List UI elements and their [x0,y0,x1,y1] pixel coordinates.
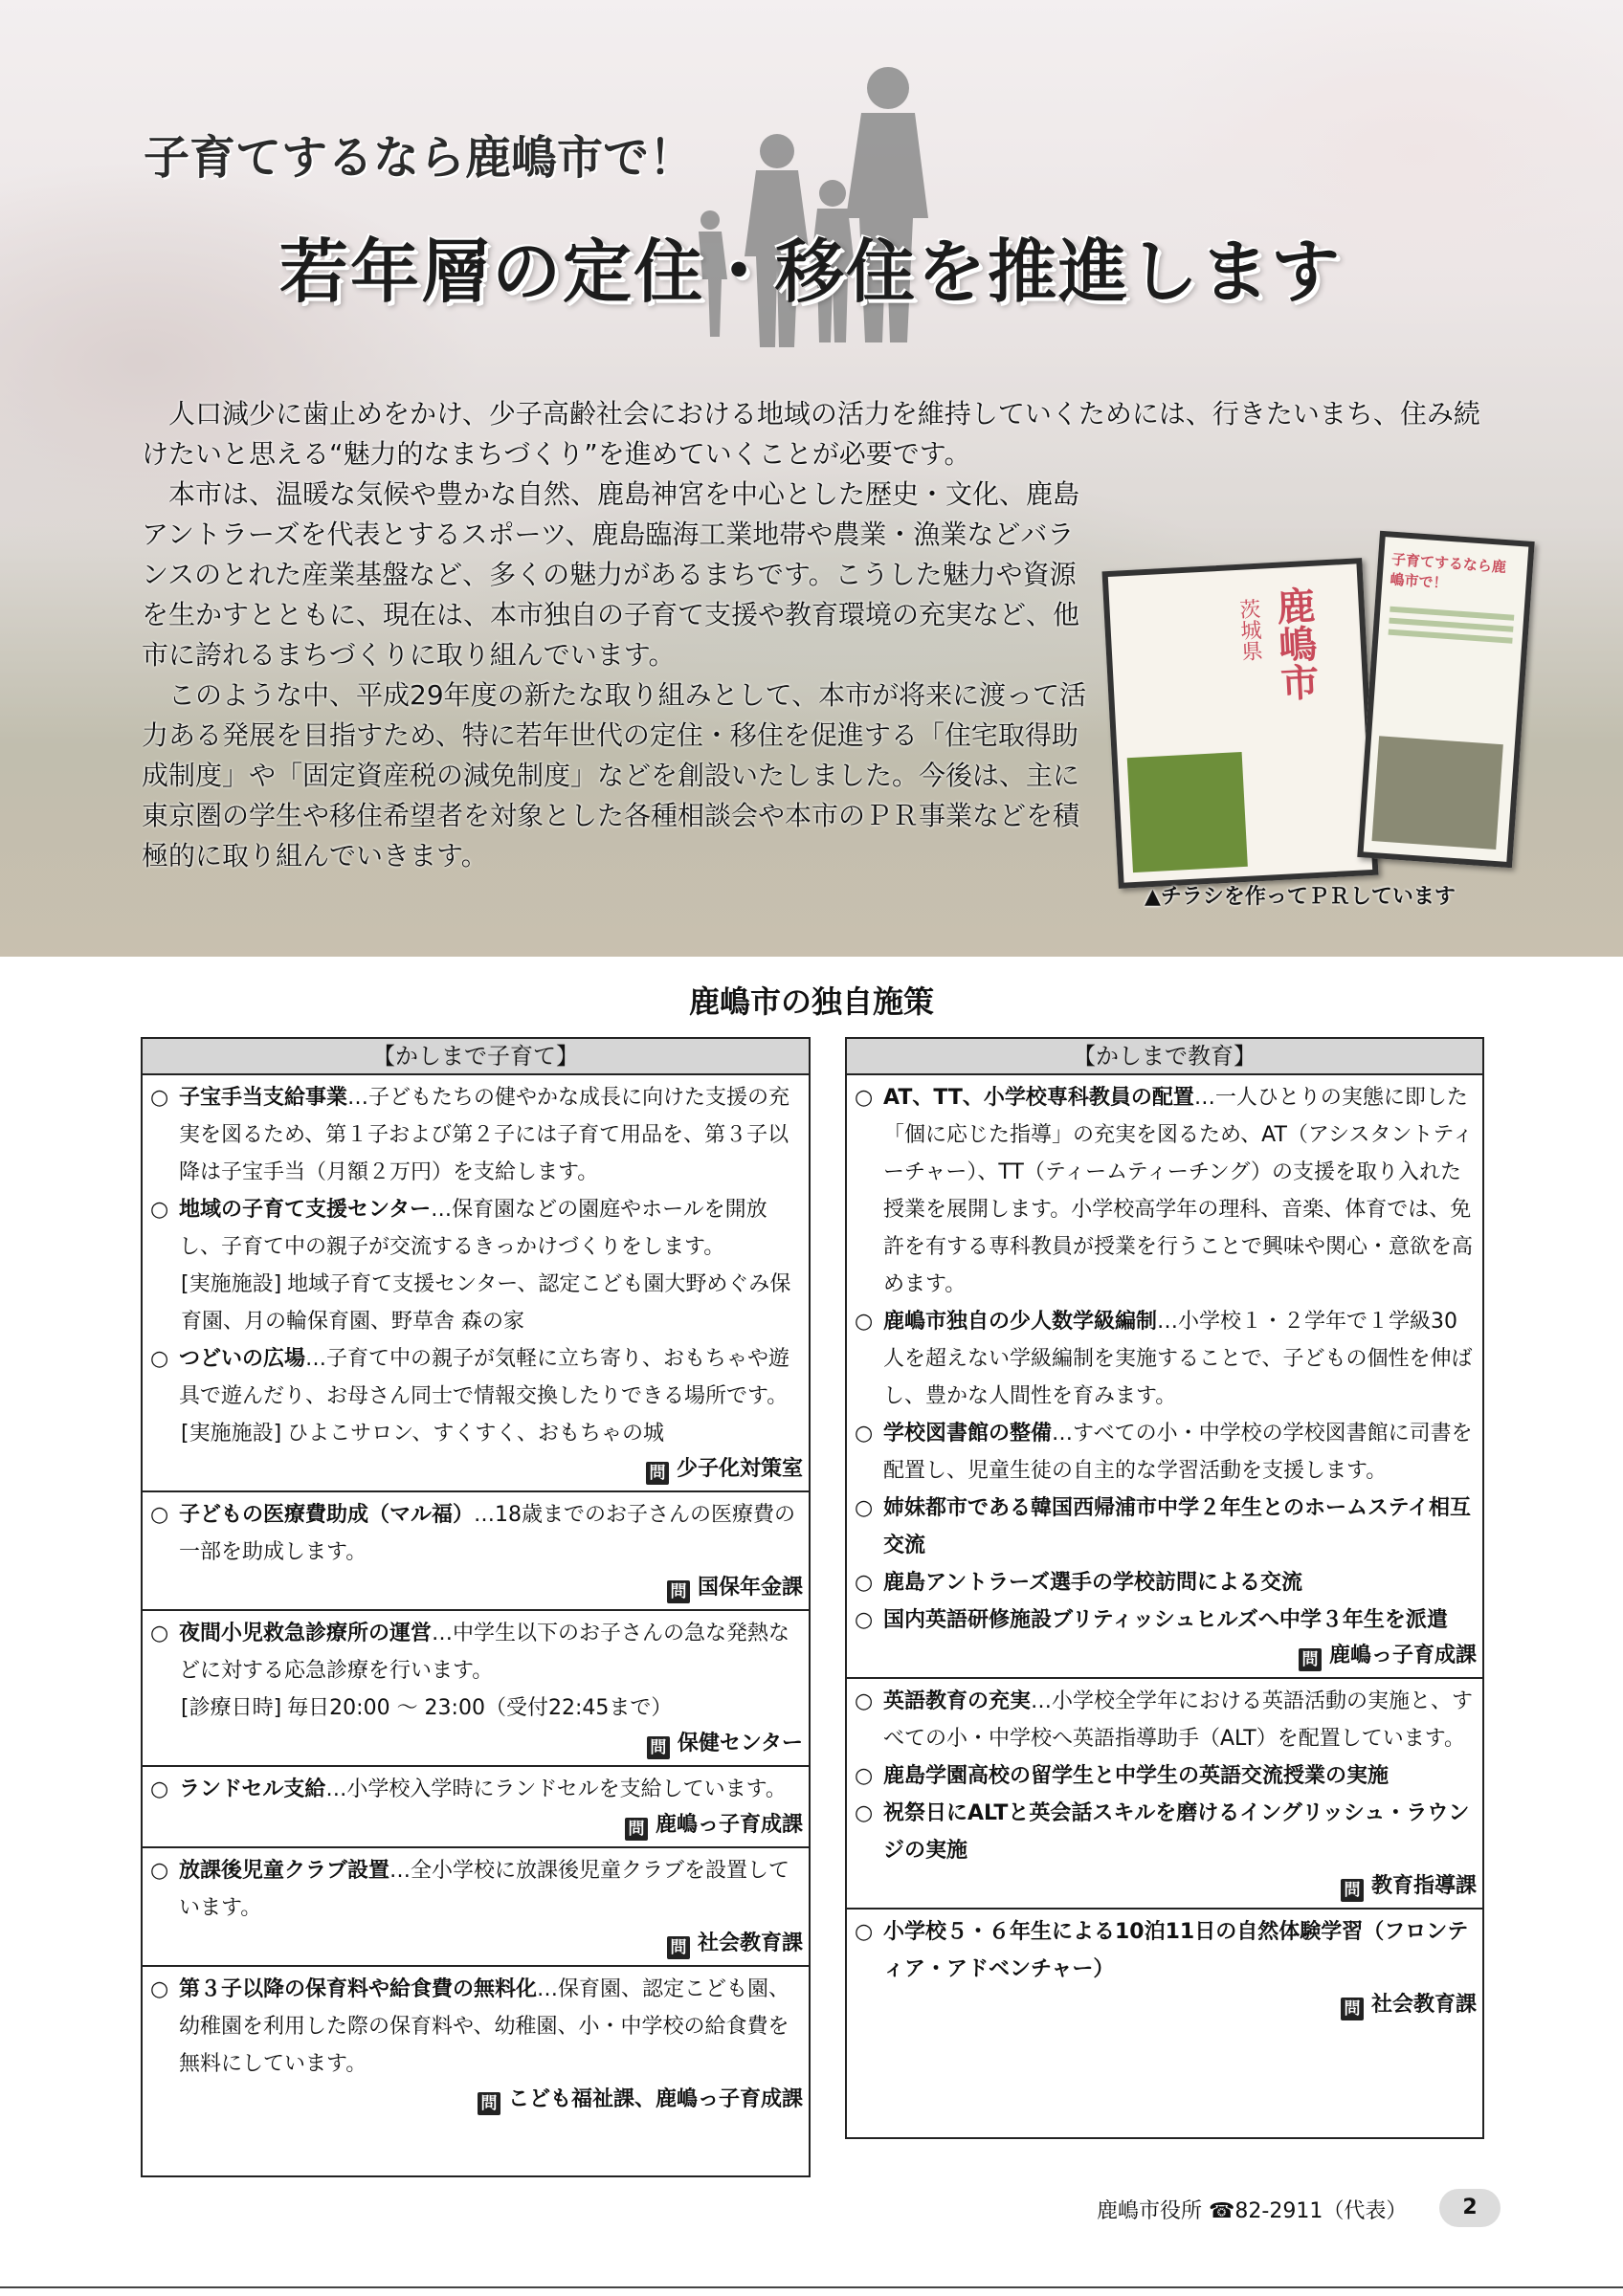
inquiry-icon: 問 [625,1818,648,1841]
column-header: 【かしまで子育て】 [143,1039,809,1075]
dept-name: 社会教育課 [697,1932,803,1955]
policy-heading: 夜間小児救急診療所の運営 [179,1622,433,1645]
policy-item [855,1601,1477,1639]
policy-heading: 鹿島学園高校の留学生と中学生の英語交流授業の実施 [883,1764,1390,1788]
policy-item [855,1490,1477,1564]
flyer2-line [1389,629,1513,644]
hero-banner [0,0,1623,957]
policy-text: …小学校全学年における英語活動の実施と、すべての小・中学校へ英語指導助手（ALT）を配置しています。 [883,1689,1474,1751]
bullet-circle-icon: ○ [855,1689,874,1713]
column-header: 【かしまで教育】 [847,1039,1482,1075]
policy-heading: 英語教育の充実 [883,1689,1032,1713]
flyer-caption: ▲チラシを作ってＰＲしています [1145,885,1456,909]
policy-heading: 祝祭日にALTと英会話スキルを磨けるイングリッシュ・ラウンジの実施 [883,1801,1470,1863]
policy-box [143,1967,809,2121]
page-number: 2 [1439,2189,1501,2227]
bullet-circle-icon: ○ [855,1571,874,1595]
policy-heading: 小学校５・６年生による10泊11日の自然体験学習（フロンティア・アドベンチャー） [883,1920,1469,1981]
bullet-circle-icon: ○ [150,1198,169,1222]
facility-info [150,1415,803,1452]
policy-item [855,1564,1477,1601]
policy-text: …小学校１・２学年で１学級30人を超えない学級編制を実施することで、子どもの個性を伸ばし、豊かな人間性を育みます。 [883,1310,1473,1408]
contact-dept [150,1927,803,1961]
flyer-images [1101,526,1522,880]
policy-heading: 子宝手当支給事業 [179,1086,348,1110]
dept-name: 社会教育課 [1370,1993,1477,2017]
inquiry-icon: 問 [646,1462,669,1485]
inquiry-icon: 問 [1299,1648,1322,1671]
policy-item [150,1852,803,1927]
bullet-circle-icon: ○ [150,1503,169,1527]
flyer2-photo [1371,736,1502,850]
policy-item [150,1771,803,1808]
contact-dept [150,1727,803,1761]
policy-item [150,1615,803,1689]
dept-name: 少子化対策室 [676,1457,803,1481]
policy-text: …子育て中の親子が気軽に立ち寄り、おもちゃや遊具で遊んだり、お母さん同士で情報交換したりできる場所です。 [179,1347,790,1408]
bullet-circle-icon: ○ [855,1422,874,1446]
policy-item [855,1683,1477,1757]
policy-item [855,1079,1477,1303]
policy-box [847,1910,1482,2026]
hours-text: 毎日20:00 ～ 23:00（受付22:45まで） [287,1696,673,1720]
bullet-circle-icon: ○ [855,1608,874,1632]
policy-text: …一人ひとりの実態に即した「個に応じた指導」の充実を図るため、AT（アシスタントティーチャー）、TT（ティームティーチング）の支援を取り入れた授業を展開します。小学校高学年の理科、音楽、体育では、免許を有する専科教員が授業を行うことで興味や関心・意欲を高めます。 [883,1086,1474,1296]
education-column [845,1037,1484,2139]
bullet-circle-icon: ○ [150,1777,169,1801]
flyer-title: 鹿嶋市 [1269,585,1320,703]
facility-label: [実施施設] [181,1272,282,1296]
bullet-circle-icon: ○ [855,1764,874,1788]
policy-text: …小学校入学時にランドセルを支給しています。 [325,1777,787,1801]
contact-dept [150,1571,803,1605]
bullet-circle-icon: ○ [150,1622,169,1645]
policy-heading: 第３子以降の保育料や給食費の無料化 [179,1977,538,2001]
contact-dept [855,1869,1477,1904]
bullet-circle-icon: ○ [150,1347,169,1371]
contact-dept [150,2083,803,2117]
contact-dept [150,1452,803,1487]
hero-title: 若年層の定住・移住を推進します [279,232,1343,312]
flyer-photo [1127,752,1248,872]
bullet-circle-icon: ○ [855,1086,874,1110]
facility-info [150,1266,803,1340]
section-title: 鹿嶋市の独自施策 [688,983,934,1020]
policy-heading: 鹿嶋市独自の少人数学級編制 [883,1310,1158,1334]
bullet-circle-icon: ○ [855,1496,874,1520]
inquiry-icon: 問 [1341,1879,1364,1902]
policy-item [855,1757,1477,1795]
policy-item [150,1340,803,1415]
flyer-image-1 [1101,558,1378,889]
policy-item [150,1079,803,1191]
policy-text: …保育園などの園庭やホールを開放し、子育て中の親子が交流するきっかけづくりをします。 [179,1198,767,1259]
policy-heading: 放課後児童クラブ設置 [179,1859,390,1883]
policy-text: …中学生以下のお子さんの急な発熱などに対する応急診療を行います。 [179,1622,790,1683]
policy-heading: 国内英語研修施設ブリティッシュヒルズへ中学３年生を派遣 [883,1608,1448,1632]
inquiry-icon: 問 [647,1736,670,1759]
inquiry-icon: 問 [1341,1998,1364,2020]
dept-name: こども福祉課、鹿嶋っ子育成課 [507,2087,803,2111]
contact-dept [855,1639,1477,1673]
bullet-circle-icon: ○ [855,1801,874,1825]
policy-item [150,1971,803,2083]
bullet-circle-icon: ○ [855,1310,874,1334]
inquiry-icon: 問 [478,2092,500,2115]
policy-box [143,1848,809,1967]
contact-dept [855,1988,1477,2022]
policy-text: …子どもたちの健やかな成長に向けた支援の充実を図るため、第１子および第２子には子育て用品を、第３子以降は子宝手当（月額２万円）を支給します。 [179,1086,790,1184]
dept-name: 鹿嶋っ子育成課 [1328,1644,1477,1667]
policy-heading: ランドセル支給 [179,1777,326,1801]
bottom-rule [0,2286,1623,2288]
policy-text: …全小学校に放課後児童クラブを設置しています。 [179,1859,790,1920]
policy-box [143,1492,809,1611]
policy-text: …18歳までのお子さんの医療費の一部を助成します。 [179,1503,796,1564]
bullet-circle-icon: ○ [150,1859,169,1883]
contact-dept [150,1808,803,1843]
hours-label: [診療日時] [181,1696,282,1720]
hours-info [150,1689,803,1727]
facility-label: [実施施設] [181,1422,282,1446]
policy-heading: 鹿島アントラーズ選手の学校訪問による交流 [883,1571,1303,1595]
footer-office: 鹿嶋市役所 ☎82-2911（代表） [1097,2199,1408,2223]
policy-text: …保育園、認定こども園、幼稚園を利用した際の保育料や、幼稚園、小・中学校の給食費を無料にしています。 [179,1977,790,2076]
intro-paragraph: このような中、平成29年度の新たな取り組みとして、本市が将来に渡って活力ある発展を目指すため、特に若年世代の定住・移住を促進する「住宅取得助成制度」や「固定資産税の減免制度」などを創設いたしました。今後は、主に東京圏の学生や移住希望者を対象とした各種相談会や本市のＰＲ事業などを積極的に取り組んでいきます。 [142,679,1087,872]
policy-box [847,1679,1482,1910]
policy-heading: 子どもの医療費助成（マル福） [179,1503,475,1527]
facility-text: ひよこサロン、すくすく、おもちゃの城 [287,1422,664,1446]
policy-item [855,1795,1477,1869]
bullet-circle-icon: ○ [150,1977,169,2001]
policy-heading: つどいの広場 [179,1347,306,1371]
policy-item [855,1913,1477,1988]
policy-item [150,1191,803,1266]
dept-name: 鹿嶋っ子育成課 [655,1813,803,1837]
hero-subtitle: 子育てするなら鹿嶋市で！ [144,131,696,185]
inquiry-icon: 問 [667,1936,690,1959]
policy-box [143,1075,809,1492]
policy-item [855,1415,1477,1490]
intro-paragraph: 本市は、温暖な気候や豊かな自然、鹿島神宮を中心とした歴史・文化、鹿島アントラーズを代表とするスポーツ、鹿島臨海工業地帯や農業・漁業などバランスのとれた産業基盤など、多くの魅力があるまちです。こうした魅力や資源を生かすとともに、現在は、本市独自の子育て支援や教育環境の充実など、他市に誇れるまちづくりに取り組んでいます。 [142,478,1080,671]
bullet-circle-icon: ○ [855,1920,874,1944]
dept-name: 保健センター [677,1732,803,1755]
policy-heading: 姉妹都市である韓国西帰浦市中学２年生とのホームステイ相互交流 [883,1496,1472,1557]
policy-item [855,1303,1477,1415]
flyer-prefecture: 茨城県 [1235,597,1263,662]
dept-name: 国保年金課 [697,1576,803,1600]
flyer2-title: 子育てするなら鹿嶋市で！ [1389,550,1507,592]
policy-heading: AT、TT、小学校専科教員の配置 [883,1086,1194,1110]
intro-paragraph: 人口減少に歯止めをかけ、少子高齢社会における地域の活力を維持していくためには、行きたいまち、住み続けたいと思える“魅力的なまちづくり”を進めていくことが必要です。 [142,398,1480,470]
dept-name: 教育指導課 [1370,1874,1477,1898]
flyer-image-2 [1357,531,1534,868]
policy-heading: 学校図書館の整備 [883,1422,1053,1446]
policy-heading: 地域の子育て支援センター [179,1198,432,1222]
policy-box [847,1075,1482,1679]
policy-box [143,1767,809,1848]
policy-text: …すべての小・中学校の学校図書館に司書を配置し、児童生徒の自主的な学習活動を支援します。 [883,1422,1473,1483]
inquiry-icon: 問 [667,1580,690,1603]
childcare-column [141,1037,811,2177]
facility-text: 地域子育て支援センター、認定こども園大野めぐみ保育園、月の輪保育園、野草舎 森の家 [181,1272,791,1334]
bullet-circle-icon: ○ [150,1086,169,1110]
policy-box [143,1611,809,1767]
policy-item [150,1496,803,1571]
